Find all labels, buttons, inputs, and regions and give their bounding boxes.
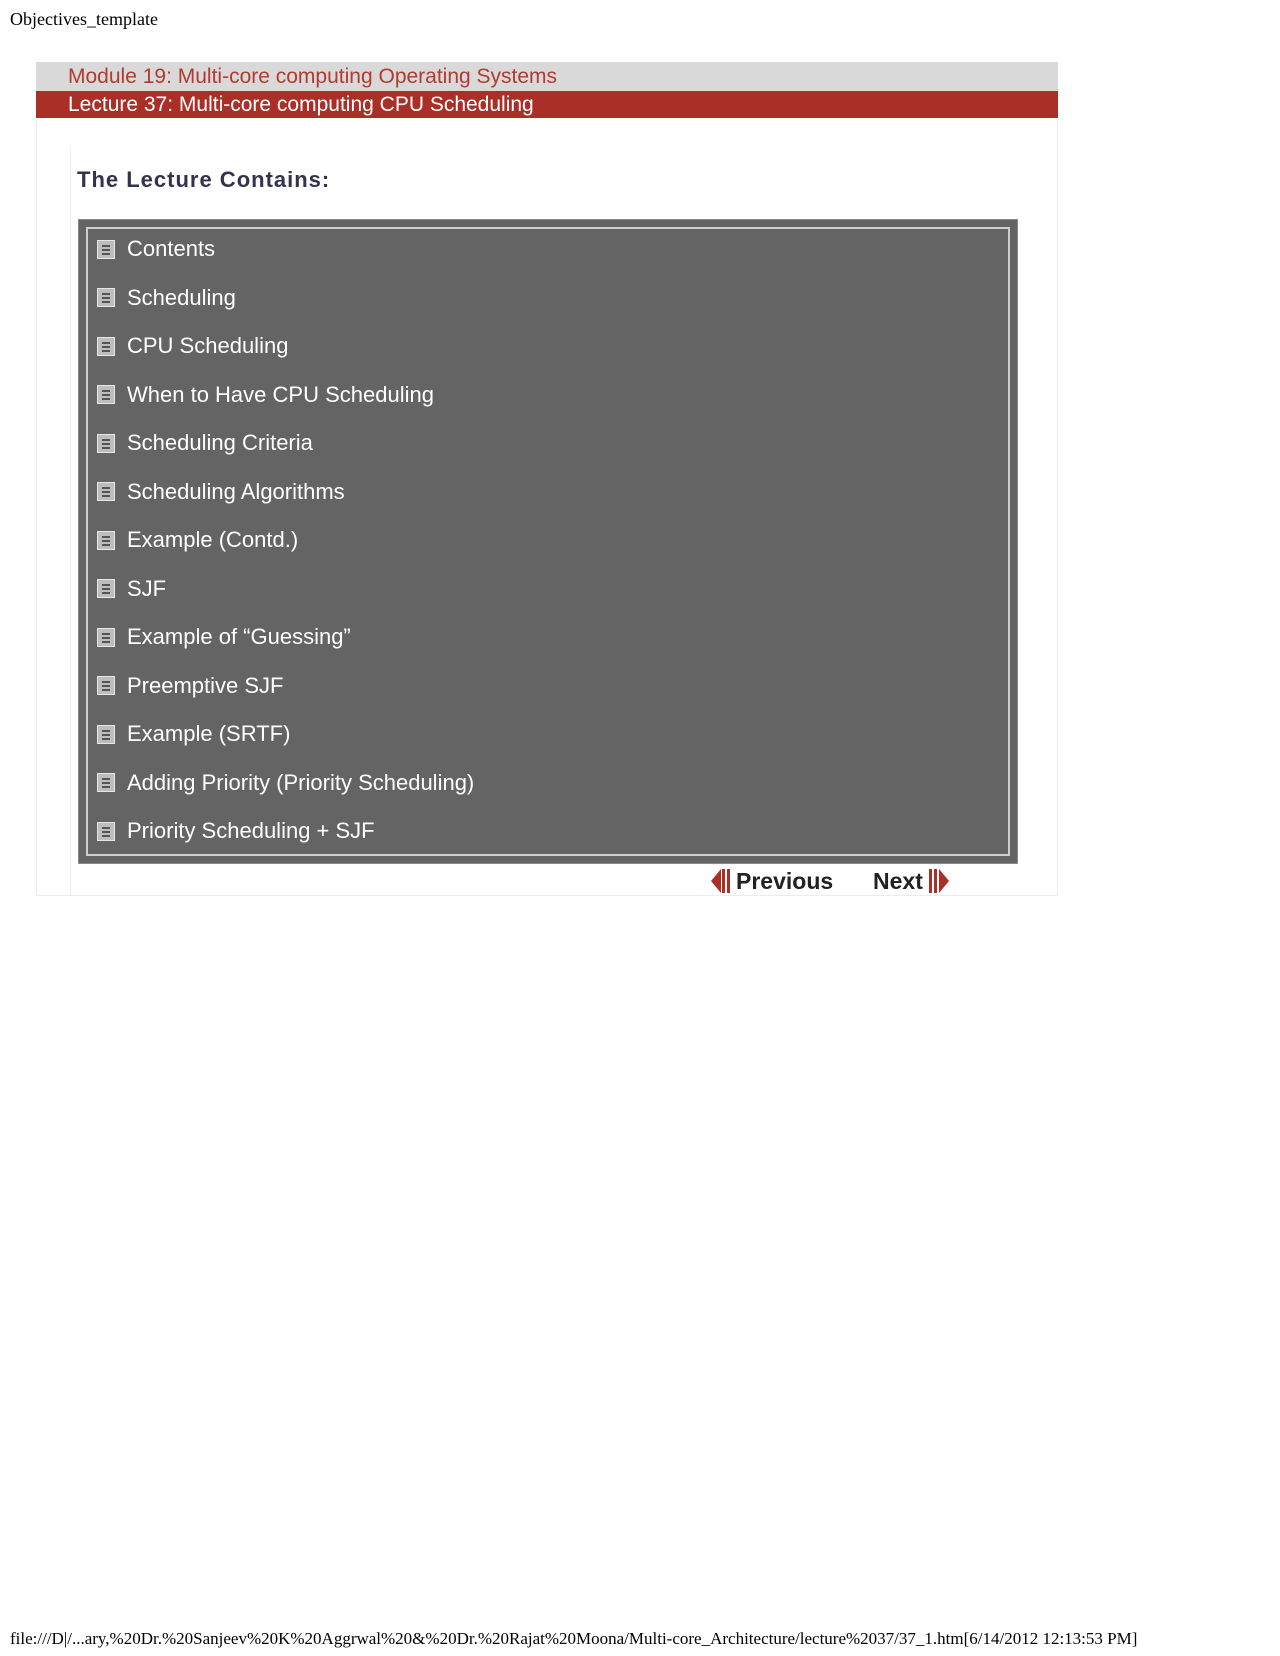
menu-item[interactable] — [97, 671, 284, 701]
document-icon — [97, 773, 115, 792]
document-icon — [97, 385, 115, 404]
document-icon — [97, 531, 115, 550]
next-arrow-icon — [929, 868, 949, 894]
lecture-menu — [78, 219, 1018, 864]
menu-item[interactable] — [97, 525, 298, 555]
menu-item[interactable] — [97, 816, 375, 846]
lecture-contains-heading: The Lecture Contains: — [77, 167, 331, 192]
menu-item-label: Example (Contd.) — [127, 527, 299, 552]
menu-item-label: SJF — [127, 575, 167, 601]
file-path-footer: file:///D|/...ary,%20Dr.%20Sanjeev%20K%20Aggrwal%20&%20Dr.%20Rajat%20Moona/Multi-core_Architecture/lecture%2037/37_1.htm[6/14/2012 12:13:53 PM] — [10, 1629, 1138, 1648]
menu-item[interactable] — [97, 234, 215, 264]
document-icon — [97, 288, 115, 307]
menu-item[interactable] — [97, 574, 166, 604]
menu-item[interactable] — [97, 622, 351, 652]
previous-button[interactable] — [711, 868, 833, 894]
menu-item[interactable] — [97, 719, 290, 749]
menu-item[interactable] — [97, 768, 474, 798]
document-icon — [97, 725, 115, 744]
menu-item-label: When to Have CPU Scheduling — [127, 381, 434, 407]
menu-item-label: Contents — [127, 236, 216, 261]
menu-item-label: Example of “Guessing” — [127, 624, 351, 649]
document-icon — [97, 240, 115, 259]
menu-item[interactable] — [97, 331, 288, 361]
document-icon — [97, 628, 115, 647]
next-button[interactable] — [873, 868, 949, 894]
menu-item-label: Scheduling — [127, 284, 236, 310]
menu-item[interactable] — [97, 380, 434, 410]
lecture-title: Lecture 37: Multi-core computing CPU Scheduling — [36, 91, 1058, 118]
lecture-menu-border — [86, 227, 1010, 856]
menu-item-label: Example (SRTF) — [127, 721, 291, 746]
menu-item-label: Scheduling Criteria — [127, 430, 313, 455]
page-title: Objectives_template — [10, 9, 158, 29]
menu-item-label: Scheduling Algorithms — [127, 478, 345, 504]
previous-arrow-icon — [711, 868, 732, 894]
menu-item-label: Priority Scheduling + SJF — [127, 818, 375, 843]
menu-item[interactable] — [97, 283, 236, 313]
document-icon — [97, 822, 115, 841]
menu-item-label: Preemptive SJF — [127, 672, 284, 698]
document-icon — [97, 676, 115, 695]
document-icon — [97, 579, 115, 598]
document-icon — [97, 434, 115, 453]
menu-item-label: Adding Priority (Priority Scheduling) — [127, 769, 475, 795]
menu-item-label: CPU Scheduling — [127, 333, 289, 358]
module-title: Module 19: Multi-core computing Operating Systems — [36, 62, 1058, 91]
menu-item[interactable] — [97, 477, 345, 507]
document-icon — [97, 337, 115, 356]
next-label: Next — [873, 867, 923, 894]
previous-label: Previous — [736, 867, 834, 894]
document-icon — [97, 482, 115, 501]
menu-item[interactable] — [97, 428, 313, 458]
